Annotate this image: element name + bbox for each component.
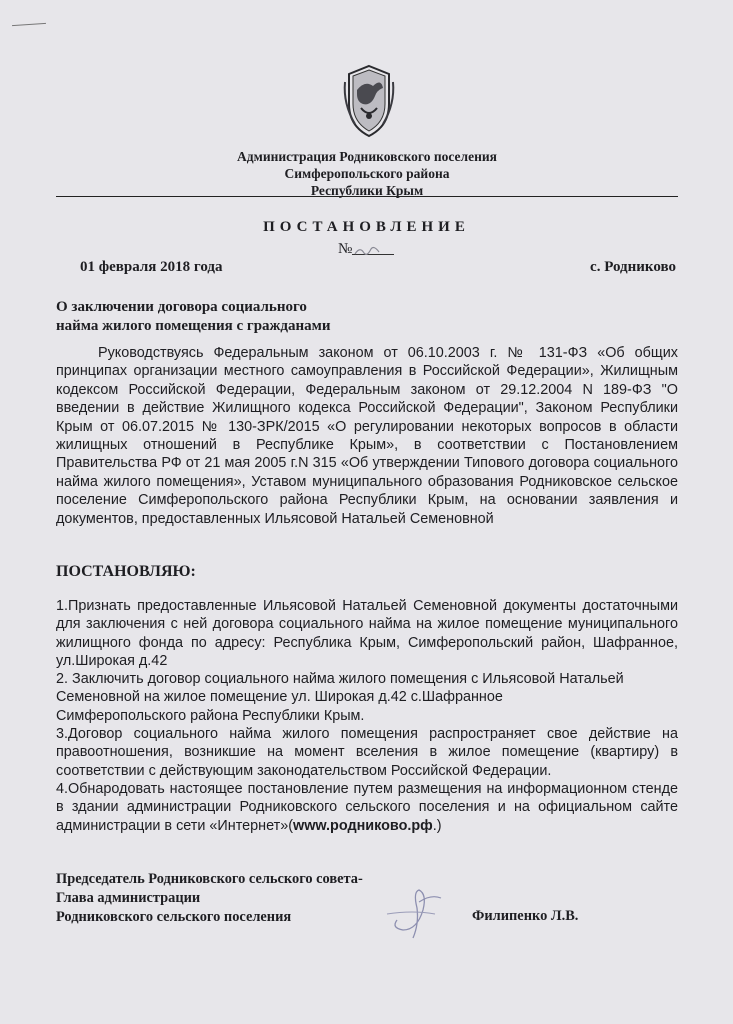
- subject-line-2: найма жилого помещения с гражданами: [56, 318, 331, 334]
- document-subject: [56, 298, 456, 336]
- preamble-paragraph: Руководствуясь Федеральным законом от 06.10.2003 г. № 131-ФЗ «Об общих принципах организации местного самоуправления в Российской Федерации», Жилищным кодексом Российской Федерации, Федеральным законом от 29.12.2004 N 189-ФЗ "О введении в действие Жилищного кодекса Российской Федерации", Законом Республики Крым от 06.07.2015 № 130-ЗРК/2015 «О регулировании некоторых вопросов в области жилищных отношений в Республике Крым», в соответствии с Постановлением Правительства РФ от 21 мая 2005 г.N 315 «Об утверждении Типового договора социального найма жилого помещения», Уставом муниципального образования Родниковское сельское поселение Симферопольского района Республики Крым, на основании заявления и документов, предоставленных Ильясовой Натальей Семеновной: [56, 345, 678, 527]
- coat-of-arms-icon: [341, 64, 397, 138]
- document-date: 01 февраля 2018 года: [80, 259, 223, 275]
- signer-title-line-1: Председатель Родниковского сельского совета-: [56, 871, 363, 887]
- header-line-2: Симферопольского района: [284, 166, 450, 181]
- header-line-3: Республики Крым: [310, 183, 424, 198]
- item-4: [56, 780, 678, 835]
- official-website-link: www.родниково.рф: [293, 817, 433, 834]
- scan-mark: [12, 23, 46, 26]
- decree-items: [56, 597, 678, 835]
- item-2-line-2: Семеновной на жилое помещение ул. Широкая д.42 с.Шафранное: [56, 689, 503, 706]
- signer-title-line-3: Родниковского сельского поселения: [56, 909, 292, 925]
- item-4-end: .): [432, 817, 442, 834]
- header-line-1: Администрация Родниковского поселения: [237, 149, 497, 164]
- item-3: 3.Договор социального найма жилого помещения распространяет свое действие на правоотношения, возникшие на момент вселения в жилое помещение (квартиру) в соответствии с действующим законодательством Российской Федерации.: [56, 726, 678, 779]
- handwritten-signature-icon: [383, 880, 453, 942]
- decree-heading: ПОСТАНОВЛЯЮ:: [56, 563, 196, 580]
- document-place: с. Родниково: [590, 259, 676, 275]
- administration-header: [56, 148, 678, 199]
- item-2-line-1: 2. Заключить договор социального найма жилого помещения с Ильясовой Натальей: [56, 671, 624, 688]
- header-divider: [56, 196, 678, 197]
- subject-line-1: О заключении договора социального: [56, 299, 307, 315]
- signer-title-line-2: Глава администрации: [56, 890, 201, 906]
- item-2-line-3: Симферопольского района Республики Крым.: [56, 707, 365, 724]
- item-1: 1.Признать предоставленные Ильясовой Натальей Семеновной документы достаточными для заключения с ней договора социального найма на жилое помещение муниципального жилищного фонда по адресу: Республика Крым, Симферопольский район, Шафранное, ул.Широкая д.42: [56, 598, 678, 669]
- number-label: №: [338, 241, 353, 257]
- document-title: ПОСТАНОВЛЕНИЕ: [263, 219, 470, 235]
- handwritten-number-icon: [352, 244, 382, 258]
- item-4-text: 4.Обнародовать настоящее постановление путем размещения на информационном стенде в здании администрации Родниковского сельского поселения и на официальном сайте администрации в сети «Интернет»(: [56, 780, 678, 834]
- signer-name: Филипенко Л.В.: [472, 908, 579, 924]
